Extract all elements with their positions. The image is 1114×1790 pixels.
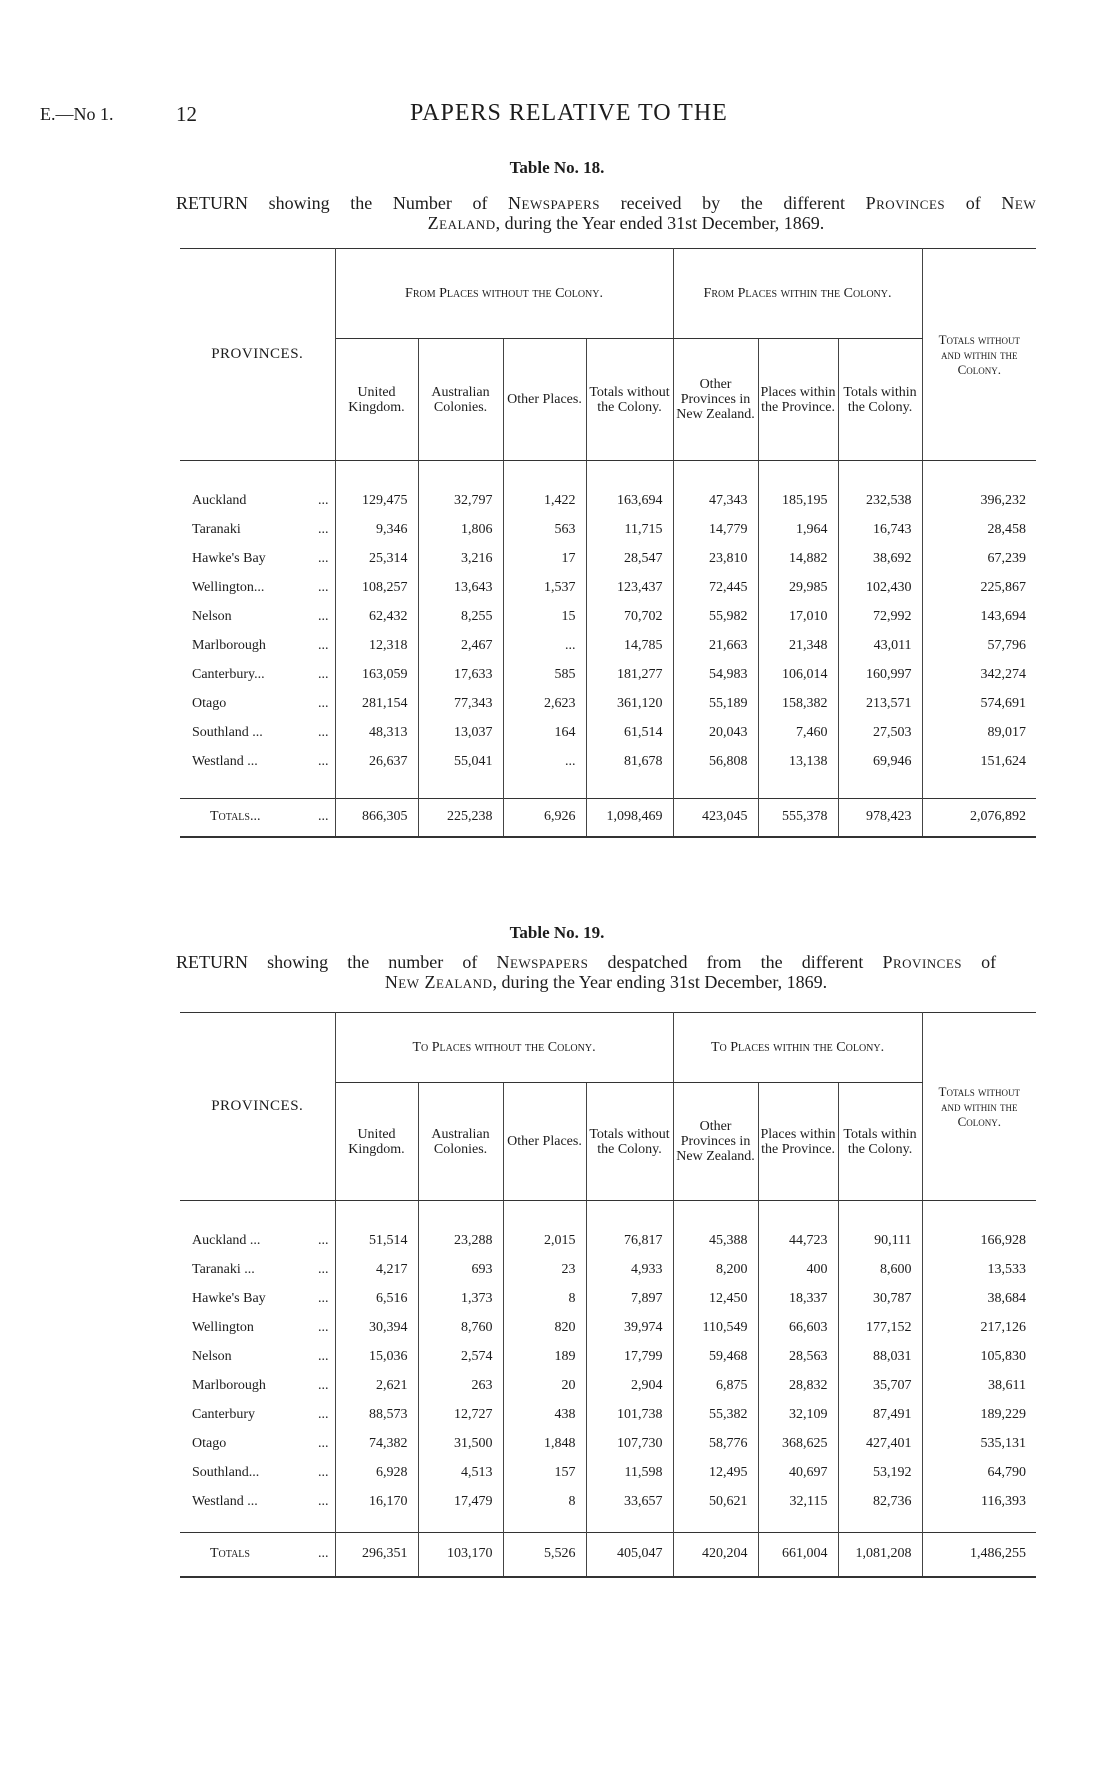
table-row xyxy=(180,1285,1036,1314)
table-cell: 53,192 xyxy=(838,1459,922,1488)
table-cell: 20 xyxy=(503,1372,586,1401)
table-row xyxy=(180,1372,1036,1401)
table-row xyxy=(180,1256,1036,1285)
col-header-totals-within: Totals within the Colony. xyxy=(838,1083,922,1201)
table-cell: 8 xyxy=(503,1488,586,1517)
table-cell: 23,810 xyxy=(673,545,758,574)
table-cell: 143,694 xyxy=(980,609,1027,624)
table-cell: 110,549 xyxy=(673,1314,758,1343)
table-cell: 32,115 xyxy=(758,1488,838,1517)
table-cell: 12,450 xyxy=(673,1285,758,1314)
table-cell: 44,723 xyxy=(758,1227,838,1256)
table-cell: 438 xyxy=(503,1401,586,1430)
table-cell: 30,394 xyxy=(335,1314,418,1343)
table19-caption-line2: New Zealand, during the Year ending 31st December, 1869. xyxy=(384,972,828,992)
table-cell: 217,126 xyxy=(980,1320,1027,1335)
table-cell: 28,547 xyxy=(586,545,673,574)
table-cell: 11,715 xyxy=(586,516,673,545)
province-name: Wellington ... xyxy=(180,1314,335,1343)
table-cell: 13,037 xyxy=(418,719,503,748)
table19 xyxy=(180,1012,1036,1578)
total-cell: 5,526 xyxy=(503,1533,586,1577)
table-cell: 2,904 xyxy=(586,1372,673,1401)
provinces-header: PROVINCES. xyxy=(180,249,335,461)
col-header-australian-colonies: Australian Colonies. xyxy=(418,339,503,461)
total-cell: 866,305 xyxy=(335,799,418,837)
table18-caption-line2: Zealand, during the Year ended 31st December, 1869. xyxy=(427,213,825,233)
table-cell: 32,797 xyxy=(418,487,503,516)
table-cell: 28,563 xyxy=(758,1343,838,1372)
table19-totals-row xyxy=(180,1533,1036,1577)
table18-caption-line1: RETURN showing the Number of Newspapers received by the different Provinces of New xyxy=(176,193,1037,213)
table-cell: 263 xyxy=(418,1372,503,1401)
table-cell: 13,643 xyxy=(418,574,503,603)
table-cell: 1,964 xyxy=(758,516,838,545)
table-cell: 14,785 xyxy=(586,632,673,661)
table-cell: 1,422 xyxy=(503,487,586,516)
table-row xyxy=(180,516,1036,545)
table19-body xyxy=(180,1227,1036,1517)
table-row xyxy=(180,574,1036,603)
table-cell: 50,621 xyxy=(673,1488,758,1517)
table-cell: 129,475 xyxy=(335,487,418,516)
province-name: Hawke's Bay ... xyxy=(180,545,335,574)
table-cell: 13,138 xyxy=(758,748,838,777)
table-cell: 67,239 xyxy=(987,551,1027,566)
table-cell: 43,011 xyxy=(838,632,922,661)
table-cell: 116,393 xyxy=(981,1494,1027,1509)
group-header-within: To Places within the Colony. xyxy=(673,1013,922,1083)
table19-caption xyxy=(176,952,996,992)
total-cell: 420,204 xyxy=(673,1533,758,1577)
table-cell: 11,598 xyxy=(586,1459,673,1488)
table-row xyxy=(180,1488,1036,1517)
table-cell: 157 xyxy=(503,1459,586,1488)
table-cell: 28,832 xyxy=(758,1372,838,1401)
table-cell: 106,014 xyxy=(758,661,838,690)
province-name: Taranaki ... xyxy=(180,516,335,545)
table-cell: 14,779 xyxy=(673,516,758,545)
table-cell: 1,373 xyxy=(418,1285,503,1314)
total-cell: 978,423 xyxy=(838,799,922,837)
table-cell: 7,460 xyxy=(758,719,838,748)
group-header-without: From Places without the Colony. xyxy=(335,249,673,339)
total-cell: 1,098,469 xyxy=(586,799,673,837)
table-cell: 27,503 xyxy=(838,719,922,748)
col-header-totals-without: Totals without the Colony. xyxy=(586,339,673,461)
table18-body xyxy=(180,487,1036,777)
table-cell: 368,625 xyxy=(758,1430,838,1459)
total-cell: 296,351 xyxy=(335,1533,418,1577)
table-row xyxy=(180,1430,1036,1459)
table-cell: 4,933 xyxy=(586,1256,673,1285)
table-cell: 55,189 xyxy=(673,690,758,719)
table-cell: 396,232 xyxy=(980,493,1027,508)
col-header-totals-within: Totals within the Colony. xyxy=(838,339,922,461)
table-cell: 585 xyxy=(503,661,586,690)
table-cell: 35,707 xyxy=(838,1372,922,1401)
table-cell: 8 xyxy=(503,1285,586,1314)
table-cell: 6,928 xyxy=(335,1459,418,1488)
table-cell: 8,760 xyxy=(418,1314,503,1343)
table-row xyxy=(180,690,1036,719)
table-cell: 31,500 xyxy=(418,1430,503,1459)
col-header-united-kingdom: United Kingdom. xyxy=(335,339,418,461)
province-name: Southland... ... xyxy=(180,1459,335,1488)
table-cell: 225,867 xyxy=(980,580,1027,595)
table-cell: 38,611 xyxy=(988,1378,1027,1393)
table-cell: 181,277 xyxy=(586,661,673,690)
table-cell: 59,468 xyxy=(673,1343,758,1372)
table-cell: 185,195 xyxy=(758,487,838,516)
col-header-other-provinces: Other Provinces in New Zealand. xyxy=(673,1083,758,1201)
table-cell: 12,318 xyxy=(335,632,418,661)
totals-header: Totals without and within the Colony. xyxy=(922,1013,1036,1201)
totals-label: Totals ... xyxy=(180,1533,335,1577)
table-row xyxy=(180,545,1036,574)
table-cell: 23 xyxy=(503,1256,586,1285)
table-cell: 2,623 xyxy=(503,690,586,719)
table-cell: 15,036 xyxy=(335,1343,418,1372)
table-cell: 189 xyxy=(503,1343,586,1372)
province-name: Marlborough ... xyxy=(180,632,335,661)
table-cell: 62,432 xyxy=(335,603,418,632)
table-cell: 47,343 xyxy=(673,487,758,516)
table-cell: 1,848 xyxy=(503,1430,586,1459)
total-cell: 6,926 xyxy=(503,799,586,837)
table19-title: Table No. 19. xyxy=(509,923,605,942)
table-cell: 29,985 xyxy=(758,574,838,603)
table-cell: 81,678 xyxy=(586,748,673,777)
province-name: Westland ... ... xyxy=(180,1488,335,1517)
table-cell: 56,808 xyxy=(673,748,758,777)
province-name: Otago ... xyxy=(180,690,335,719)
table-cell: 2,574 xyxy=(418,1343,503,1372)
province-name: Marlborough ... xyxy=(180,1372,335,1401)
table-cell: 8,600 xyxy=(838,1256,922,1285)
total-cell: 661,004 xyxy=(758,1533,838,1577)
table-cell: 232,538 xyxy=(838,487,922,516)
table-cell: 12,727 xyxy=(418,1401,503,1430)
table-cell: 4,217 xyxy=(335,1256,418,1285)
table-cell: 32,109 xyxy=(758,1401,838,1430)
table-cell: 1,806 xyxy=(418,516,503,545)
table-cell: 6,875 xyxy=(673,1372,758,1401)
col-header-places-within-province: Places within the Province. xyxy=(758,1083,838,1201)
table-cell: ... xyxy=(503,748,586,777)
table-cell: 107,730 xyxy=(586,1430,673,1459)
table-cell: 23,288 xyxy=(418,1227,503,1256)
table-cell: 177,152 xyxy=(838,1314,922,1343)
table-cell: 3,216 xyxy=(418,545,503,574)
col-header-totals-without: Totals without the Colony. xyxy=(586,1083,673,1201)
table-cell: 535,131 xyxy=(980,1436,1027,1451)
table19-caption-line1: RETURN showing the number of Newspapers despatched from the different Provinces of xyxy=(176,952,997,972)
table-row xyxy=(180,603,1036,632)
table-row xyxy=(180,1343,1036,1372)
province-name: Southland ... ... xyxy=(180,719,335,748)
table-cell: 16,170 xyxy=(335,1488,418,1517)
table-cell: 38,684 xyxy=(987,1291,1027,1306)
table-cell: 7,897 xyxy=(586,1285,673,1314)
province-name: Taranaki ... ... xyxy=(180,1256,335,1285)
table-cell: 30,787 xyxy=(838,1285,922,1314)
table-cell: 400 xyxy=(758,1256,838,1285)
table18-totals-row xyxy=(180,799,1036,837)
table-cell: 48,313 xyxy=(335,719,418,748)
table-cell: 4,513 xyxy=(418,1459,503,1488)
table-cell: 90,111 xyxy=(838,1227,922,1256)
page-number: 12 xyxy=(176,102,197,126)
table-cell: 55,982 xyxy=(673,603,758,632)
table-cell: 88,573 xyxy=(335,1401,418,1430)
table-cell: 54,983 xyxy=(673,661,758,690)
table-cell: 70,702 xyxy=(586,603,673,632)
table-cell: 123,437 xyxy=(586,574,673,603)
table-cell: 26,637 xyxy=(335,748,418,777)
table-cell: 164 xyxy=(503,719,586,748)
table-cell: 17,010 xyxy=(758,603,838,632)
table-cell: 213,571 xyxy=(838,690,922,719)
table-cell: 693 xyxy=(418,1256,503,1285)
table-row xyxy=(180,632,1036,661)
table-cell: 17,633 xyxy=(418,661,503,690)
table-cell: 9,346 xyxy=(335,516,418,545)
table-cell: 2,621 xyxy=(335,1372,418,1401)
table-row xyxy=(180,748,1036,777)
table-cell: 6,516 xyxy=(335,1285,418,1314)
province-name: Canterbury... ... xyxy=(180,661,335,690)
table-cell: 342,274 xyxy=(980,667,1027,682)
table-cell: 21,348 xyxy=(758,632,838,661)
table-cell: 101,738 xyxy=(586,1401,673,1430)
table-cell: 66,603 xyxy=(758,1314,838,1343)
table-cell: 61,514 xyxy=(586,719,673,748)
table-cell: 89,017 xyxy=(987,725,1027,740)
table-row xyxy=(180,1314,1036,1343)
table-cell: 38,692 xyxy=(838,545,922,574)
page-title: PAPERS RELATIVE TO THE xyxy=(410,100,728,126)
table-cell: 40,697 xyxy=(758,1459,838,1488)
table-cell: 51,514 xyxy=(335,1227,418,1256)
table-row xyxy=(180,487,1036,516)
table-cell: 2,467 xyxy=(418,632,503,661)
table-cell: 21,663 xyxy=(673,632,758,661)
table-cell: 69,946 xyxy=(838,748,922,777)
col-header-united-kingdom: United Kingdom. xyxy=(335,1083,418,1201)
table-row xyxy=(180,1227,1036,1256)
totals-header: Totals without and within the Colony. xyxy=(922,249,1036,461)
table18-caption xyxy=(176,193,1036,233)
total-cell: 103,170 xyxy=(418,1533,503,1577)
total-cell: 405,047 xyxy=(586,1533,673,1577)
table-cell: 281,154 xyxy=(335,690,418,719)
table-cell: ... xyxy=(503,632,586,661)
table-cell: 55,041 xyxy=(418,748,503,777)
table-cell: 163,059 xyxy=(335,661,418,690)
table-cell: 16,743 xyxy=(838,516,922,545)
table-cell: 72,992 xyxy=(838,603,922,632)
group-header-within: From Places within the Colony. xyxy=(673,249,922,339)
table-cell: 76,817 xyxy=(586,1227,673,1256)
table-cell: 82,736 xyxy=(838,1488,922,1517)
group-header-without: To Places without the Colony. xyxy=(335,1013,673,1083)
total-cell: 555,378 xyxy=(758,799,838,837)
total-cell: 1,081,208 xyxy=(838,1533,922,1577)
table-cell: 8,255 xyxy=(418,603,503,632)
table-cell: 102,430 xyxy=(838,574,922,603)
table-row xyxy=(180,1401,1036,1430)
totals-label: Totals... ... xyxy=(180,799,335,837)
page-reference: E.—No 1. xyxy=(40,104,114,124)
table-row xyxy=(180,661,1036,690)
table-cell: 820 xyxy=(503,1314,586,1343)
total-cell: 2,076,892 xyxy=(922,799,1036,837)
province-name: Nelson ... xyxy=(180,603,335,632)
table-cell: 163,694 xyxy=(586,487,673,516)
table-cell: 158,382 xyxy=(758,690,838,719)
table-cell: 15 xyxy=(503,603,586,632)
province-name: Hawke's Bay ... xyxy=(180,1285,335,1314)
col-header-australian-colonies: Australian Colonies. xyxy=(418,1083,503,1201)
province-name: Wellington... ... xyxy=(180,574,335,603)
total-cell: 225,238 xyxy=(418,799,503,837)
table-cell: 14,882 xyxy=(758,545,838,574)
table-cell: 45,388 xyxy=(673,1227,758,1256)
table-cell: 25,314 xyxy=(335,545,418,574)
table-cell: 427,401 xyxy=(838,1430,922,1459)
table-cell: 64,790 xyxy=(987,1465,1027,1480)
table-cell: 77,343 xyxy=(418,690,503,719)
table-cell: 57,796 xyxy=(987,638,1027,653)
province-name: Otago ... xyxy=(180,1430,335,1459)
table-cell: 17 xyxy=(503,545,586,574)
col-header-places-within-province: Places within the Province. xyxy=(758,339,838,461)
table-cell: 74,382 xyxy=(335,1430,418,1459)
table-cell: 105,830 xyxy=(980,1349,1027,1364)
total-cell: 1,486,255 xyxy=(922,1533,1036,1577)
table-row xyxy=(180,1459,1036,1488)
table-cell: 18,337 xyxy=(758,1285,838,1314)
table-cell: 33,657 xyxy=(586,1488,673,1517)
province-name: Nelson ... xyxy=(180,1343,335,1372)
table-cell: 12,495 xyxy=(673,1459,758,1488)
province-name: Auckland ... xyxy=(180,487,335,516)
table-cell: 8,200 xyxy=(673,1256,758,1285)
table-cell: 28,458 xyxy=(987,522,1027,537)
table-cell: 20,043 xyxy=(673,719,758,748)
total-cell: 423,045 xyxy=(673,799,758,837)
table-cell: 1,537 xyxy=(503,574,586,603)
table-cell: 166,928 xyxy=(980,1233,1027,1248)
table-cell: 72,445 xyxy=(673,574,758,603)
table-cell: 17,799 xyxy=(586,1343,673,1372)
table-cell: 55,382 xyxy=(673,1401,758,1430)
table-cell: 39,974 xyxy=(586,1314,673,1343)
table-cell: 160,997 xyxy=(838,661,922,690)
table-cell: 17,479 xyxy=(418,1488,503,1517)
table-cell: 108,257 xyxy=(335,574,418,603)
province-name: Canterbury ... xyxy=(180,1401,335,1430)
table-cell: 58,776 xyxy=(673,1430,758,1459)
col-header-other-places: Other Places. xyxy=(503,1083,586,1201)
table18-title: Table No. 18. xyxy=(509,158,605,177)
provinces-header: PROVINCES. xyxy=(180,1013,335,1201)
province-name: Westland ... ... xyxy=(180,748,335,777)
table18 xyxy=(180,248,1036,838)
table-cell: 88,031 xyxy=(838,1343,922,1372)
province-name: Auckland ... ... xyxy=(180,1227,335,1256)
table-cell: 13,533 xyxy=(987,1262,1027,1277)
table-cell: 87,491 xyxy=(838,1401,922,1430)
col-header-other-places: Other Places. xyxy=(503,339,586,461)
table-cell: 2,015 xyxy=(503,1227,586,1256)
col-header-other-provinces: Other Provinces in New Zealand. xyxy=(673,339,758,461)
table-cell: 189,229 xyxy=(980,1407,1027,1422)
table-cell: 151,624 xyxy=(980,754,1027,769)
table-cell: 563 xyxy=(503,516,586,545)
table-cell: 361,120 xyxy=(586,690,673,719)
table-row xyxy=(180,719,1036,748)
table-cell: 574,691 xyxy=(980,696,1027,711)
